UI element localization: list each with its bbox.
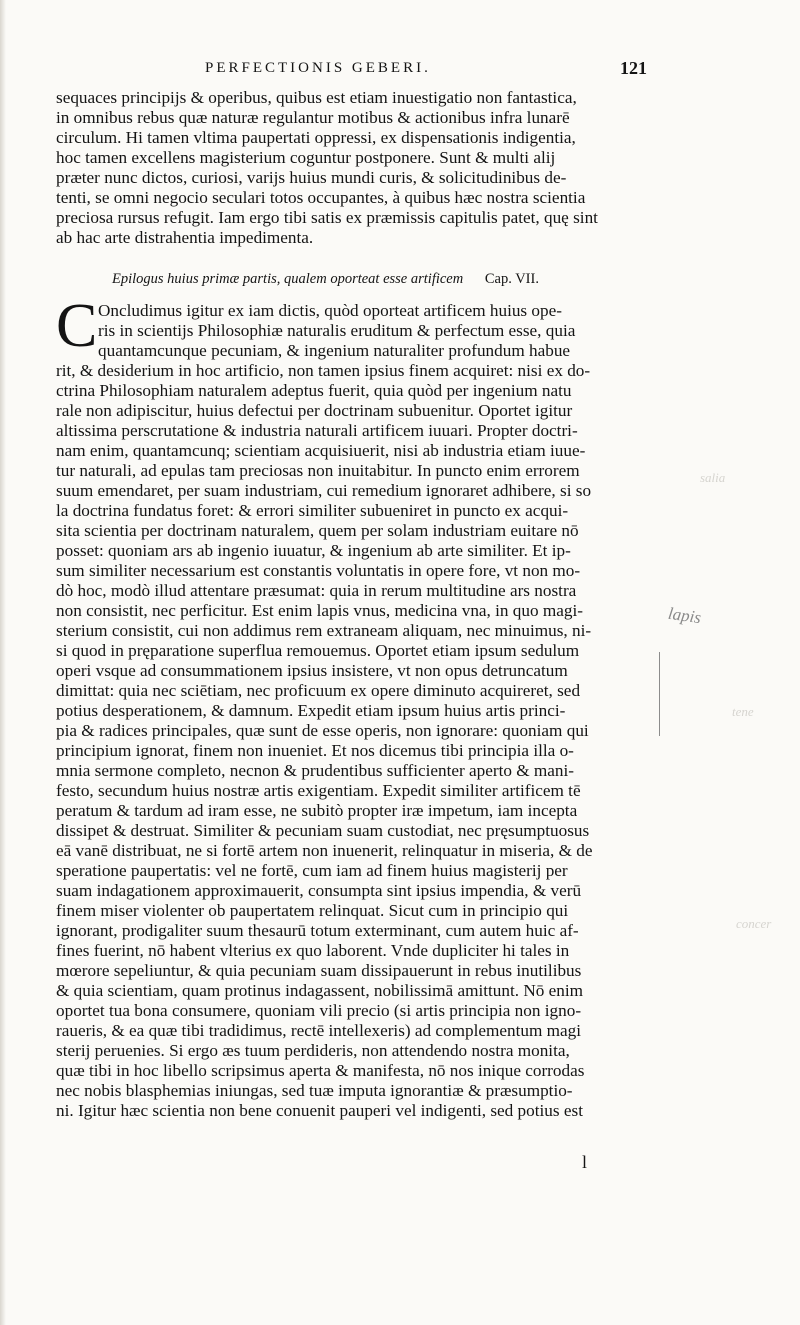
chapter-heading [112,271,672,288]
text-line: tur naturali, ad epulas tam preciosas non inuitabitur. In puncto enim errorem [56,461,580,480]
text-line: nam enim, quantamcunq; scientiam acquisiuerit, nisi ab industria etiam iuue- [56,441,586,460]
text-line: in omnibus rebus quæ naturæ regulantur motibus & actionibus infra lunarē [56,108,570,127]
text-line: ignorant, prodigaliter suum thesaurū totum exterminant, cum autem huic af- [56,921,579,940]
margin-bracket-mark [655,652,660,736]
text-line: eā vanē distribuat, ne si fortē artem non inuenerit, relinquatur in miseria, & de [56,841,593,860]
text-line: sum similiter necessarium est constantis voluntatis in opere fore, vt non mo- [56,561,581,580]
text-line: mœrore sepeliuntur, & quia pecuniam suam dissipauerunt in rebus inutilibus [56,961,582,980]
text-line: tenti, se omni negocio seculari totos occupantes, à quibus hæc nostra scientia [56,188,586,207]
text-line: principium ignorat, finem non inueniet. Et nos dicemus tibi principia illa o- [56,741,574,760]
text-line: suum emendaret, per suam industriam, cui remedium ignoraret adhibere, si so [56,481,592,500]
page-gutter-shadow [0,0,6,1325]
handwritten-margin-note: lapis [666,603,703,628]
text-line: operi vsque ad consummationem ipsius insistere, vt non opus detruncatum [56,661,568,680]
text-line: peratum & tardum ad iram esse, ne subitò propter iræ impetum, iam incepta [56,801,578,820]
text-line: dimittat: quia nec sciētiam, nec proficuum ex opere diminuto acquireret, sed [56,681,581,700]
running-title: PERFECTIONIS GEBERI. [205,60,431,76]
text-line: ab hac arte distrahentia impedimenta. [56,228,314,247]
text-line: ctrina Philosophiam naturalem adeptus fuerit, quia quòd per ingenium natu [56,381,572,400]
text-line: sterium consistit, cui non addimus rem extraneam aliquam, nec minuimus, ni- [56,621,592,640]
text-line: nec nobis blasphemias iniungas, sed tuæ imputa ignorantiæ & præsumptio- [56,1081,573,1100]
text-line: sequaces principijs & operibus, quibus est etiam inuestigatio non fantastica, [56,88,577,107]
text-line: non consistit, nec perficitur. Est enim lapis vnus, medicina vna, in quo magi- [56,601,583,620]
text-line: sterij peruenies. Si ergo æs tuum perdideris, non attendendo nostra monita, [56,1041,570,1060]
text-line: pia & radices principales, quæ sunt de esse operis, non ignorare: quoniam qui [56,721,589,740]
text-line: suam indagationem approximauerit, consumpta sint ipsius impendia, & verū [56,881,582,900]
text-line: hoc tamen excellens magisterium coguntur postponere. Sunt & multi alij [56,148,556,167]
bleed-through-text: salia [700,470,726,485]
text-line: fines fuerint, nō habent vlterius ex quo laborent. Vnde dupliciter hi tales in [56,941,570,960]
text-line: raueris, & ea quæ tibi tradidimus, rectē intellexeris) ad complementum magi [56,1021,582,1040]
bleed-through-text: concer [736,916,772,931]
text-line: Oncludimus igitur ex iam dictis, quòd oporteat artificem huius ope- [98,301,562,320]
text-line: finem miser violenter ob paupertatem relinquat. Sicut cum in principio qui [56,901,569,920]
chapter-number: Cap. VII. [484,271,539,287]
catchword: l [582,1152,588,1172]
text-line: posset: quoniam ars ab ingenio iuuatur, & ingenium ab arte similiter. Et ip- [56,541,571,560]
text-line: potius desperationem, & damnum. Expedit etiam ipsum huius artis princi- [56,701,566,720]
text-line: speratione paupertatis: vel ne fortē, cum iam ad finem huius magisterij per [56,861,568,880]
text-line: circulum. Hi tamen vltima paupertati oppressi, ex dispensationis indigentia, [56,128,576,147]
text-line: dissipet & destruat. Similiter & pecuniam suam custodiat, nec pręsumptuosus [56,821,590,840]
intro-paragraph [56,88,658,248]
bleed-through-text: tene [732,704,754,719]
text-line: dò hoc, modò illud attentare præsumat: quia in rerum multitudine ars nostra [56,581,577,600]
text-line: oportet tua bona consumere, quoniam vili precio (si artis principia non igno- [56,1001,582,1020]
text-line: festo, secundum huius nostræ artis exigentiam. Expedit similiter artificem tē [56,781,581,800]
text-line: quæ tibi in hoc libello scripsimus aperta & manifesta, nō nos inique corrodas [56,1061,585,1080]
drop-cap: C [56,292,98,360]
page-number: 121 [620,58,647,78]
text-line: & quia scientiam, quam protinus indagassent, nobilissimā amittunt. Nō enim [56,981,584,1000]
text-line: rit, & desiderium in hoc artificio, non tamen ipsius finem acquiret: nisi ex do- [56,361,591,380]
text-line: ris in scientijs Philosophiæ naturalis eruditum & perfectum esse, quia [98,321,576,340]
chapter-heading-text: Epilogus huius primæ partis, qualem oporteat esse artificem [112,271,464,287]
text-line: mnia sermone completo, necnon & prudentibus sufficienter aperto & mani- [56,761,575,780]
text-line: præter nunc dictos, curiosi, varijs huius mundi curis, & solicitudinibus de- [56,168,567,187]
text-line: sita scientia per doctrinam naturalem, quem per solam industriam euitare nō [56,521,579,540]
text-line: si quod in pręparatione superflua remouemus. Oportet etiam ipsum sedulum [56,641,580,660]
chapter-paragraph [56,301,658,1121]
text-line: preciosa rursus refugit. Iam ergo tibi satis ex præmissis capitulis patet, quę sint [56,208,598,227]
text-line: la doctrina fundatus foret: & errori similiter subueniret in puncto ex acqui- [56,501,569,520]
text-line: quantamcunque pecuniam, & ingenium naturaliter profundum habue [98,341,571,360]
text-line: ni. Igitur hæc scientia non bene conuenit pauperi vel indigenti, sed potius est [56,1101,583,1120]
text-line: rale non adipiscitur, huius defectui per doctrinam subuenitur. Oportet igitur [56,401,573,420]
text-line: altissima perscrutatione & industria naturali artificem iuuari. Propter doctri- [56,421,578,440]
